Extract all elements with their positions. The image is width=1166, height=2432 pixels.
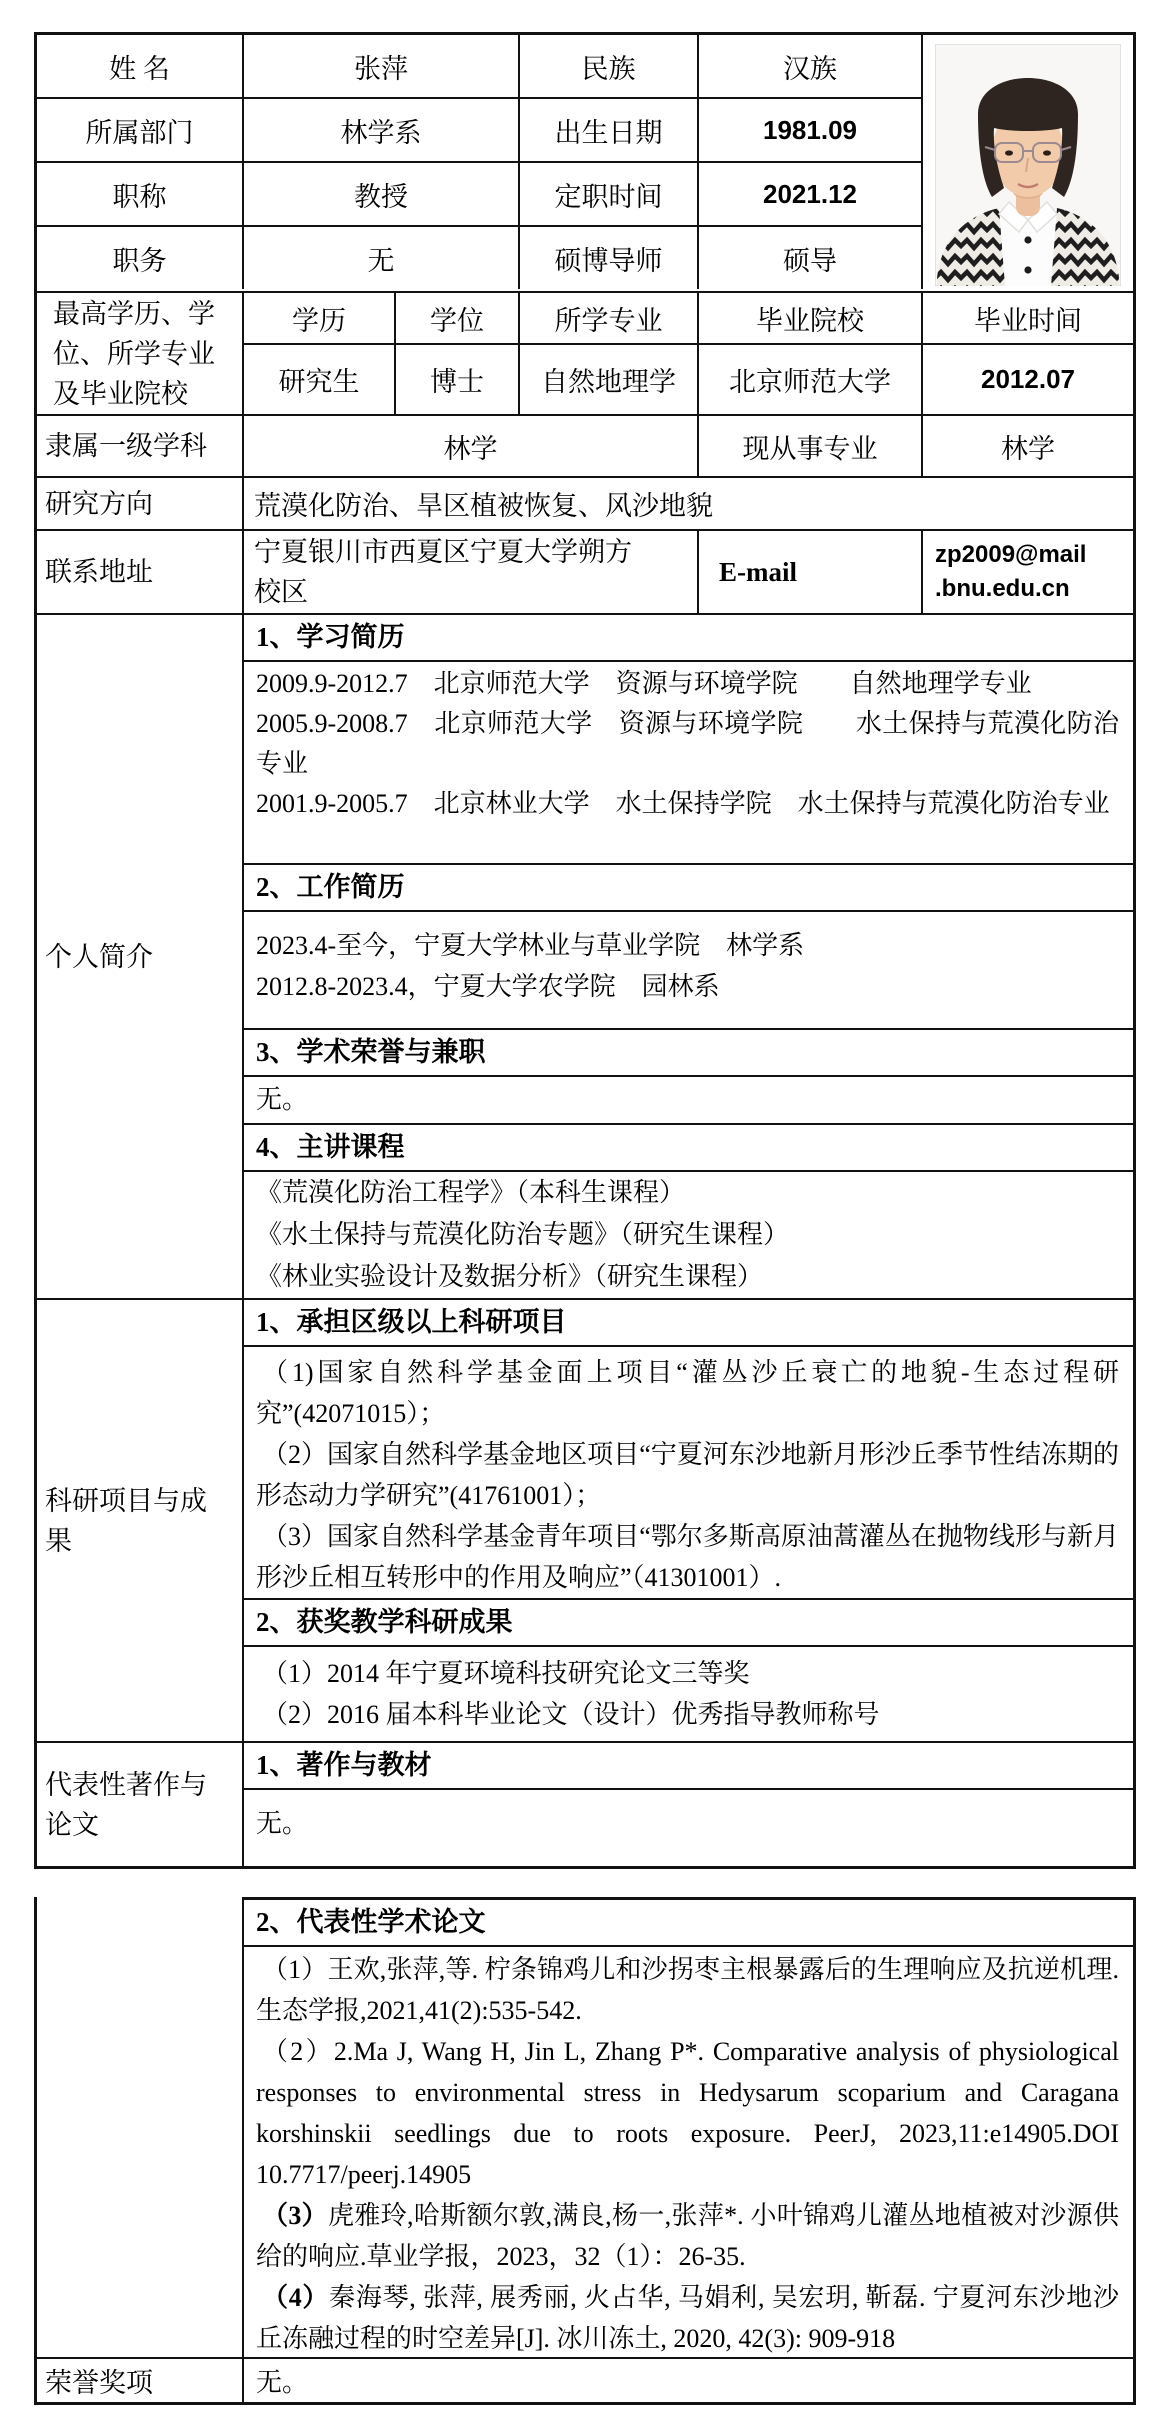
basic-info-block [37,35,1133,293]
paper-item [256,2277,1119,2359]
section-title-papers: 2、代表性学术论文 [244,1900,1133,1947]
academic-honors-content [244,1077,1133,1125]
work-history-content [244,912,1133,1030]
row-sci-projects [37,1300,1133,1743]
birth-date-value: 1981.09 [699,99,923,161]
degree-major-value: 自然地理学 [520,345,699,414]
research-direction-value: 荒漠化防治、旱区植被恢复、风沙地貌 [254,491,713,521]
honors-value: 无。 [256,2368,309,2397]
education-entry: 2005.9-2008.7 北京师范大学 资源与环境学院 水土保持与荒漠化防治专业 [256,709,1119,778]
work-entry: 2023.4-至今，宁夏大学林业与草业学院 林学系 [256,931,805,960]
degree-col-school: 毕业院校 [699,293,923,343]
duty-value: 无 [244,227,520,289]
current-major-label: 现从事专业 [699,416,923,476]
degree-gradtime-value: 2012.07 [981,364,1075,394]
section-title-awards: 2、获奖教学科研成果 [244,1600,1133,1647]
title-value: 教授 [244,163,520,225]
appoint-time-label: 定职时间 [520,163,699,225]
contact-address-label: 联系地址 [37,531,244,613]
papers-content [244,1897,1133,2357]
discipline-label: 隶属一级学科 [37,416,244,476]
row-department [37,99,923,163]
representative-works-label: 代表性著作与论文 [37,1743,244,1866]
education-entry: 2001.9-2005.7 北京林业大学 水土保持学院 水土保持与荒漠化防治专业 [256,789,1110,818]
ethnicity-value: 汉族 [699,35,923,97]
profile-table [34,32,1136,1869]
birth-date-label: 出生日期 [520,99,699,161]
sci-projects-content [244,1300,1133,1741]
section-title-education-history: 1、学习简历 [244,615,1133,662]
degree-label: 最高学历、学位、所学专业及毕业院校 [37,293,244,414]
paper-number: （2） [262,2037,334,2066]
books-none: 无。 [256,1809,309,1838]
paper-number: （3） [262,2201,329,2230]
paper-item [256,1949,1119,2031]
education-entry: 2009.9-2012.7 北京师范大学 资源与环境学院 自然地理学专业 [256,669,1032,698]
personal-intro-content [244,615,1133,1298]
row-research-direction [37,478,1133,531]
books-content [244,1790,1133,1866]
email-line-2: .bnu.edu.cn [935,575,1070,602]
row-personal-intro [37,615,1133,1300]
title-label: 职称 [37,163,244,225]
paper-text: 王欢,张萍,等. 柠条锦鸡儿和沙拐枣主根暴露后的生理响应及抗逆机理.生态学报,2021,41(2):535-542. [256,1955,1119,2025]
basic-info-grid [37,35,923,291]
research-direction-label: 研究方向 [37,478,244,529]
paper-item [256,2195,1119,2277]
degree-col-xuewei: 学位 [396,293,520,343]
paper-item [256,2031,1119,2195]
section-title-projects: 1、承担区级以上科研项目 [244,1300,1133,1347]
row-duty [37,227,923,289]
honors-label: 荣誉奖项 [37,2359,244,2402]
projects-list [244,1347,1133,1600]
row-representative-works [37,1743,1133,1866]
paper-number: （1） [262,1955,328,1984]
course-entry: 《林业实验设计及数据分析》（研究生课程） [256,1262,764,1291]
paper-number: （4） [262,2283,330,2312]
award-entry: （2）2016 届本科毕业论文（设计）优秀指导教师称号 [262,1700,880,1729]
representative-works-content [244,1743,1133,1866]
name-label: 姓 名 [37,35,244,97]
supervisor-label: 硕博导师 [520,227,699,289]
portrait-photo [935,44,1121,286]
education-history-content [244,662,1133,865]
row-honors [37,2357,1133,2402]
photo-cell [923,35,1133,291]
department-value: 林学系 [244,99,520,161]
degree-grid [244,293,1133,414]
project-entry: （2）国家自然科学基金地区项目“宁夏河东沙地新月形沙丘季节性结冻期的形态动力学研究”(41761001）； [256,1440,1119,1510]
course-entry: 《水土保持与荒漠化防治专题》（研究生课程） [256,1220,790,1249]
profile-table-continued [34,1897,1136,2405]
sci-projects-label: 科研项目与成果 [37,1300,244,1741]
section-title-courses: 4、主讲课程 [244,1125,1133,1172]
section-title-books: 1、著作与教材 [244,1743,1133,1790]
section-title-academic-honors: 3、学术荣誉与兼职 [244,1030,1133,1077]
project-entry: （1)国家自然科学基金面上项目“灌丛沙丘衰亡的地貌-生态过程研究”(42071015）； [256,1358,1119,1428]
personal-intro-label: 个人简介 [37,615,244,1298]
work-entry: 2012.8-2023.4，宁夏大学农学院 园林系 [256,972,720,1001]
degree-col-major: 所学专业 [520,293,699,343]
row-papers [37,1897,1133,2357]
row-discipline [37,416,1133,478]
email-value [923,531,1133,613]
degree-col-gradtime: 毕业时间 [974,305,1082,336]
project-entry: （3）国家自然科学基金青年项目“鄂尔多斯高原油蒿灌丛在抛物线形与新月形沙丘相互转形中的作用及响应”（41301001）. [256,1522,1119,1592]
appoint-time-value: 2021.12 [699,163,923,225]
section-title-work-history: 2、工作简历 [244,865,1133,912]
row-title [37,163,923,227]
email-label: E-mail [699,531,923,613]
courses-content [244,1172,1133,1298]
duty-label: 职务 [37,227,244,289]
academic-honors-none: 无。 [256,1085,309,1114]
supervisor-value: 硕导 [699,227,923,289]
award-entry: （1）2014 年宁夏环境科技研究论文三等奖 [262,1659,750,1688]
department-label: 所属部门 [37,99,244,161]
email-line-1: zp2009@mail [935,541,1087,568]
row-contact [37,531,1133,615]
degree-school-value: 北京师范大学 [699,345,923,414]
degree-header-row [244,293,1133,345]
awards-list [244,1647,1133,1741]
paper-text: 虎雅玲,哈斯额尔敦,满良,杨一,张萍*. 小叶锦鸡儿灌丛地植被对沙源供给的响应.草业学报，2023，32（1）：26-35. [256,2201,1119,2271]
degree-xuewei-value: 博士 [396,345,520,414]
ethnicity-label: 民族 [520,35,699,97]
name-value: 张萍 [244,35,520,97]
paper-text: 秦海琴, 张萍, 展秀丽, 火占华, 马娟利, 吴宏玥, 靳磊. 宁夏河东沙地沙丘冻融过程的时空差异[J]. 冰川冻土, 2020, 42(3): 909-918 [256,2283,1119,2353]
papers-list [244,1947,1133,2359]
current-major-value: 林学 [1001,433,1055,464]
degree-xueli-value: 研究生 [244,345,396,414]
contact-address-value: 宁夏银川市西夏区宁夏大学朔方校区 [244,531,699,613]
discipline-value: 林学 [244,416,699,476]
degree-block [37,293,1133,416]
degree-col-xueli: 学历 [244,293,396,343]
paper-text: 2.Ma J, Wang H, Jin L, Zhang P*. Comparative analysis of physiological responses to environmental stress in Hedysarum scoparium and Caragana korshinskii seedlings due to roots exposure. PeerJ, 2023,11:e14905.DOI 10.7717/peerj.14905 [256,2037,1119,2189]
course-entry: 《荒漠化防治工程学》（本科生课程） [256,1178,686,1207]
row-name [37,35,923,99]
degree-value-row [244,345,1133,414]
works-label-continued-cell [37,1897,244,2357]
